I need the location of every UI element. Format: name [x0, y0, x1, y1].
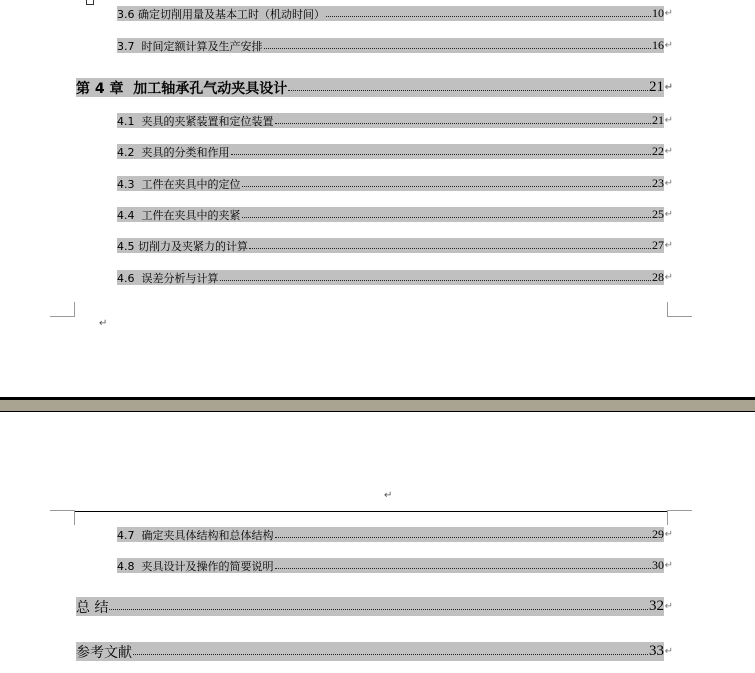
toc-page-number: 21 — [652, 113, 664, 127]
toc-entry-4-7[interactable] — [117, 527, 673, 542]
toc-number: 4.2 — [117, 145, 135, 159]
toc-page-number: 29 — [652, 527, 664, 541]
toc-title: 确定切削用量及基本工时（机动时间） — [138, 7, 325, 21]
dot-leader — [242, 186, 652, 187]
document-page-2[interactable] — [0, 412, 755, 673]
dot-leader — [275, 537, 652, 538]
toc-entry-4-1[interactable] — [117, 113, 673, 128]
toc-title: 误差分析与计算 — [141, 271, 219, 285]
toc-title: 时间定额计算及生产安排 — [141, 39, 263, 53]
toc-page-number: 23 — [652, 176, 664, 190]
dot-leader — [109, 609, 648, 610]
toc-title: 总 结 — [76, 599, 109, 616]
dot-leader — [264, 48, 652, 49]
toc-number: 第 4 章 — [76, 80, 124, 97]
dot-leader — [133, 654, 648, 655]
toc-page-number: 28 — [652, 270, 664, 284]
toc-page-number: 30 — [652, 558, 664, 572]
toc-number: 4.6 — [117, 271, 135, 285]
toc-entry-chapter-4[interactable] — [76, 78, 673, 97]
toc-title: 夹具的分类和作用 — [141, 145, 230, 159]
margin-corner-bottom-left — [50, 302, 75, 317]
toc-number: 4.7 — [117, 528, 135, 542]
dot-leader — [249, 248, 651, 249]
toc-number: 4.3 — [117, 177, 135, 191]
paragraph-mark: ↵ — [664, 529, 673, 540]
toc-page-number: 33 — [649, 643, 664, 659]
toc-title: 切削力及夹紧力的计算 — [138, 239, 248, 253]
margin-corner-top-right — [667, 510, 692, 525]
paragraph-mark: ↵ — [664, 146, 673, 157]
dot-leader — [231, 154, 652, 155]
toc-page-number: 22 — [652, 144, 664, 158]
toc-number: 4.8 — [117, 559, 135, 573]
toc-title: 加工轴承孔气动夹具设计 — [133, 80, 288, 97]
toc-page-number: 21 — [649, 79, 664, 95]
dot-leader — [275, 123, 652, 124]
toc-page-number: 16 — [652, 38, 664, 52]
toc-number: 4.1 — [117, 114, 135, 128]
dot-leader — [275, 568, 652, 569]
toc-entry-3-6[interactable] — [117, 6, 673, 21]
toc-page-number: 10 — [652, 6, 664, 20]
paragraph-mark: ↵ — [664, 40, 673, 51]
toc-title: 参考文献 — [76, 644, 132, 661]
page-break-separator — [0, 397, 755, 412]
toc-entry-4-3[interactable] — [117, 176, 673, 191]
margin-corner-top-left — [50, 510, 75, 525]
toc-number: 3.6 — [117, 7, 135, 21]
toc-entry-summary[interactable] — [76, 597, 673, 616]
toc-entry-4-4[interactable] — [117, 207, 673, 222]
paragraph-mark: ↵ — [664, 178, 673, 189]
header-rule — [74, 511, 668, 512]
toc-title: 夹具的夹紧装置和定位装置 — [141, 114, 274, 128]
paragraph-mark: ↵ — [99, 318, 108, 329]
header-paragraph-mark: ↵ — [384, 490, 393, 501]
toc-title: 工件在夹具中的夹紧 — [141, 208, 241, 222]
paragraph-mark: ↵ — [664, 601, 673, 612]
toc-title: 夹具设计及操作的简要说明 — [141, 559, 274, 573]
toc-page-number: 32 — [649, 598, 664, 614]
toc-page-number: 27 — [652, 238, 664, 252]
toc-number: 4.5 — [117, 239, 135, 253]
paragraph-mark: ↵ — [664, 240, 673, 251]
toc-number: 3.7 — [117, 39, 135, 53]
toc-entry-3-7[interactable] — [117, 38, 673, 53]
dot-leader — [220, 280, 652, 281]
dot-leader — [288, 90, 648, 91]
toc-page-number: 25 — [652, 207, 664, 221]
paragraph-mark: ↵ — [664, 115, 673, 126]
paragraph-mark: ↵ — [664, 8, 673, 19]
toc-number: 4.4 — [117, 208, 135, 222]
paragraph-mark: ↵ — [664, 82, 673, 93]
toc-title: 工件在夹具中的定位 — [141, 177, 241, 191]
dot-leader — [242, 217, 652, 218]
toc-entry-4-2[interactable] — [117, 144, 673, 159]
margin-corner-bottom-right — [667, 302, 692, 317]
paragraph-mark: ↵ — [664, 272, 673, 283]
toc-entry-4-5[interactable] — [117, 238, 673, 253]
paragraph-mark: ↵ — [664, 209, 673, 220]
toc-entry-4-6[interactable] — [117, 270, 673, 285]
toc-title: 确定夹具体结构和总体结构 — [141, 528, 274, 542]
toc-entry-4-8[interactable] — [117, 558, 673, 573]
text-cursor-marker — [86, 0, 94, 5]
dot-leader — [326, 16, 651, 17]
toc-entry-references[interactable] — [76, 642, 673, 661]
paragraph-mark: ↵ — [664, 646, 673, 657]
paragraph-mark: ↵ — [664, 560, 673, 571]
